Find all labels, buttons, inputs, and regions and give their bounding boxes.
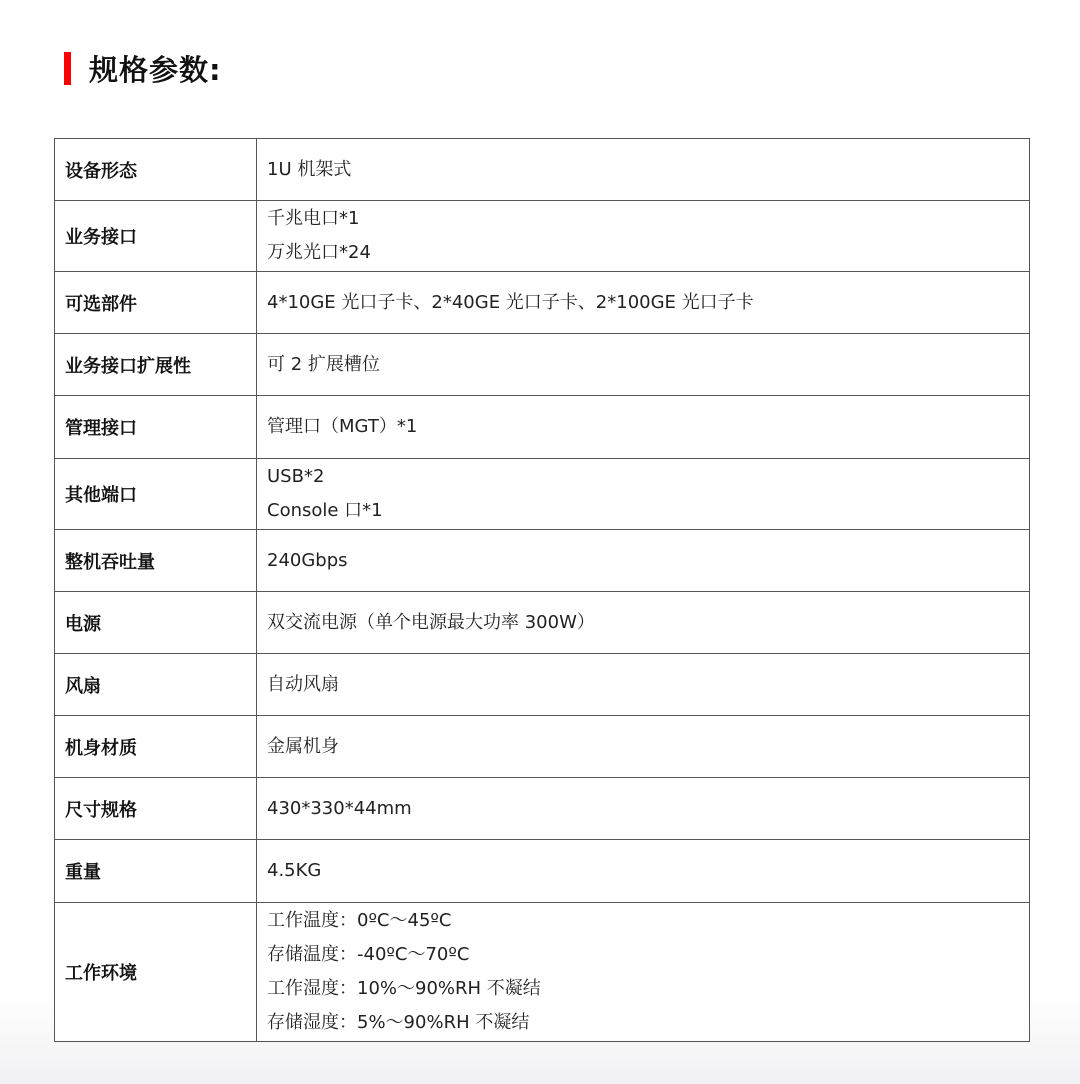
spec-value-line: 4.5KG	[267, 860, 322, 881]
spec-value-line: 4*10GE 光口子卡、2*40GE 光口子卡、2*100GE 光口子卡	[267, 291, 754, 313]
spec-value	[257, 272, 1030, 334]
table-row	[55, 459, 1030, 530]
spec-label: 可选部件	[55, 272, 257, 334]
spec-value	[257, 654, 1030, 716]
spec-value-line: 工作温度：0ºC～45ºC	[267, 910, 452, 931]
table-row	[55, 592, 1030, 654]
spec-label: 重量	[55, 840, 257, 903]
spec-value-line: 工作湿度：10%～90%RH 不凝结	[267, 978, 541, 999]
spec-value	[257, 459, 1030, 530]
spec-value-line: 自动风扇	[267, 673, 339, 695]
spec-value-line: USB*2	[267, 466, 325, 487]
spec-label: 整机吞吐量	[55, 530, 257, 592]
spec-label: 业务接口	[55, 201, 257, 272]
spec-value	[257, 840, 1030, 903]
spec-value-line: 双交流电源（单个电源最大功率 300W）	[267, 611, 595, 633]
spec-label: 其他端口	[55, 459, 257, 530]
table-row	[55, 903, 1030, 1042]
table-row	[55, 201, 1030, 272]
spec-value-line: 240Gbps	[267, 549, 348, 571]
spec-value-line: 万兆光口*24	[267, 242, 371, 263]
spec-label: 尺寸规格	[55, 778, 257, 840]
section-heading	[64, 50, 222, 86]
spec-value-line: Console 口*1	[267, 500, 383, 521]
spec-label: 电源	[55, 592, 257, 654]
spec-value-line: 金属机身	[267, 735, 339, 757]
table-row	[55, 139, 1030, 201]
spec-value-line: 存储湿度：5%～90%RH 不凝结	[267, 1012, 530, 1033]
table-row	[55, 396, 1030, 459]
table-row	[55, 334, 1030, 396]
spec-label: 业务接口扩展性	[55, 334, 257, 396]
spec-value	[257, 139, 1030, 201]
table-row	[55, 716, 1030, 778]
spec-value	[257, 592, 1030, 654]
spec-value	[257, 334, 1030, 396]
spec-value-line: 管理口（MGT）*1	[267, 416, 418, 437]
spec-value	[257, 530, 1030, 592]
table-row	[55, 840, 1030, 903]
table-row	[55, 778, 1030, 840]
spec-value	[257, 716, 1030, 778]
spec-table	[54, 138, 1030, 1042]
spec-value	[257, 396, 1030, 459]
spec-label: 工作环境	[55, 903, 257, 1042]
spec-value-line: 1U 机架式	[267, 158, 352, 180]
spec-label: 管理接口	[55, 396, 257, 459]
table-row	[55, 654, 1030, 716]
spec-label: 设备形态	[55, 139, 257, 201]
spec-label: 风扇	[55, 654, 257, 716]
heading-accent-bar	[64, 52, 71, 85]
spec-label: 机身材质	[55, 716, 257, 778]
spec-value-line: 可 2 扩展槽位	[267, 353, 380, 375]
spec-value	[257, 778, 1030, 840]
section-title: 规格参数:	[89, 52, 222, 87]
spec-value-line: 存储温度：-40ºC～70ºC	[267, 944, 470, 965]
spec-value-line: 千兆电口*1	[267, 208, 360, 229]
table-row	[55, 272, 1030, 334]
spec-value-line: 430*330*44mm	[267, 797, 412, 819]
spec-value	[257, 201, 1030, 272]
table-row	[55, 530, 1030, 592]
spec-value	[257, 903, 1030, 1042]
